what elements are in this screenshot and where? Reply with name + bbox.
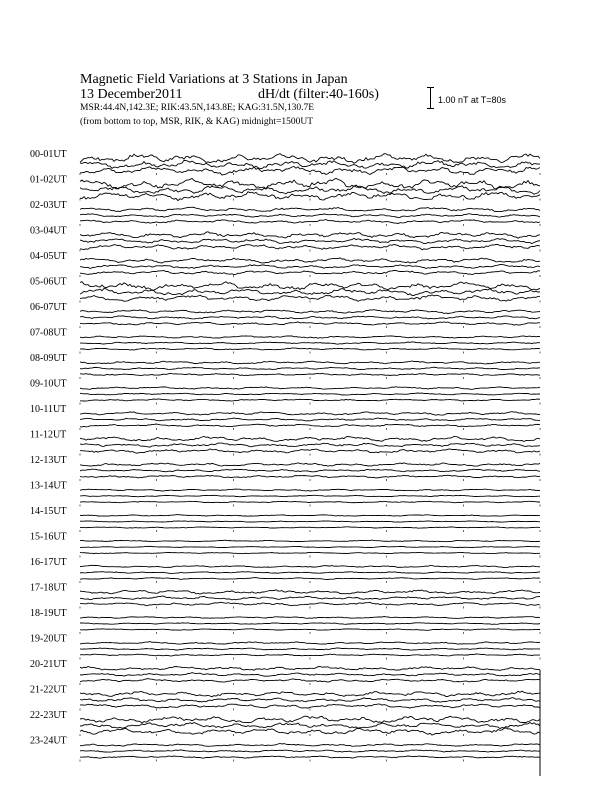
station-trace [80, 596, 540, 600]
station-trace [80, 348, 540, 350]
station-trace [80, 654, 540, 656]
hour-label: 23-24UT [30, 735, 67, 747]
station-trace [80, 289, 540, 296]
station-trace [80, 704, 540, 708]
station-trace [80, 572, 540, 574]
station-trace [80, 412, 540, 416]
station-trace [80, 546, 540, 547]
hour-label: 09-10UT [30, 378, 67, 390]
station-trace [80, 691, 540, 697]
station-trace [80, 501, 540, 503]
chart-measure: dH/dt (filter:40-160s) [258, 87, 379, 102]
hour-label: 00-01UT [30, 149, 67, 160]
station-trace [80, 220, 540, 224]
station-trace [80, 399, 540, 401]
station-trace [80, 316, 540, 319]
hour-label: 13-14UT [30, 480, 67, 492]
station-trace [80, 679, 540, 683]
station-trace [80, 443, 540, 447]
station-trace [80, 590, 540, 594]
station-trace [80, 154, 540, 164]
hour-label: 03-04UT [30, 225, 67, 237]
hour-label: 05-06UT [30, 276, 67, 288]
station-trace [80, 282, 540, 291]
station-trace [80, 489, 540, 491]
hour-label: 08-09UT [30, 353, 67, 364]
station-trace [80, 186, 540, 195]
hour-label: 06-07UT [30, 302, 67, 313]
hour-label: 07-08UT [30, 327, 67, 339]
station-trace [80, 756, 540, 758]
hour-label: 19-20UT [30, 633, 67, 645]
hour-label: 14-15UT [30, 506, 67, 517]
hour-label: 10-11UT [30, 404, 67, 415]
station-trace [80, 424, 540, 427]
station-trace [80, 238, 540, 243]
station-trace [80, 495, 540, 497]
station-trace [80, 418, 540, 421]
hour-label: 11-12UT [30, 429, 67, 441]
station-trace [80, 515, 540, 517]
station-trace [80, 642, 540, 645]
station-trace [80, 463, 540, 466]
station-trace [80, 629, 540, 631]
station-order-note: (from bottom to top, MSR, RIK, & KAG) midnight=1500UT [80, 117, 314, 127]
station-trace [80, 270, 540, 274]
scale-label: 1.00 nT at T=80s [438, 95, 506, 105]
station-trace [80, 540, 540, 542]
station-trace [80, 475, 540, 478]
hour-label: 12-13UT [30, 455, 67, 466]
station-trace [80, 373, 540, 375]
station-trace [80, 310, 540, 314]
station-trace [80, 617, 540, 619]
station-trace [80, 667, 540, 671]
station-trace [80, 750, 540, 752]
station-trace [80, 264, 540, 268]
hour-label: 17-18UT [30, 582, 67, 594]
station-trace [80, 393, 540, 395]
station-trace [80, 245, 540, 250]
station-trace [80, 207, 540, 211]
station-trace [80, 449, 540, 453]
station-trace [80, 722, 540, 728]
station-trace [80, 387, 540, 390]
station-trace [80, 342, 540, 344]
station-trace [80, 744, 540, 747]
station-trace [80, 716, 540, 723]
station-trace [80, 578, 540, 580]
station-trace [80, 648, 540, 650]
station-trace [80, 552, 540, 553]
station-trace [80, 322, 540, 325]
hour-label: 01-02UT [30, 174, 67, 186]
station-trace [80, 295, 540, 301]
hour-label: 04-05UT [30, 251, 67, 262]
station-trace [80, 673, 540, 677]
hour-label: 21-22UT [30, 684, 67, 696]
station-coordinates: MSR:44.4N,142.3E; RIK:43.5N,143.8E; KAG:31.5N,130.7E [80, 103, 315, 113]
station-trace [80, 336, 540, 338]
station-trace [80, 565, 540, 567]
hour-label: 22-23UT [30, 710, 67, 721]
hour-label: 18-19UT [30, 608, 67, 619]
hour-label: 02-03UT [30, 200, 67, 211]
hour-label: 16-17UT [30, 557, 67, 568]
station-trace [80, 527, 540, 528]
station-trace [80, 602, 540, 606]
station-trace [80, 436, 540, 441]
hour-label: 15-16UT [30, 531, 67, 543]
station-trace [80, 361, 540, 364]
chart-title: Magnetic Field Variations at 3 Stations in Japan [80, 72, 348, 87]
station-trace [80, 214, 540, 218]
hour-label: 20-21UT [30, 659, 67, 670]
chart-date: 13 December2011 [80, 87, 183, 102]
station-trace [80, 698, 540, 703]
station-trace [80, 367, 540, 369]
station-trace [80, 623, 540, 625]
station-trace [80, 258, 540, 263]
station-trace [80, 521, 540, 522]
station-trace [80, 469, 540, 472]
station-trace [80, 232, 540, 239]
